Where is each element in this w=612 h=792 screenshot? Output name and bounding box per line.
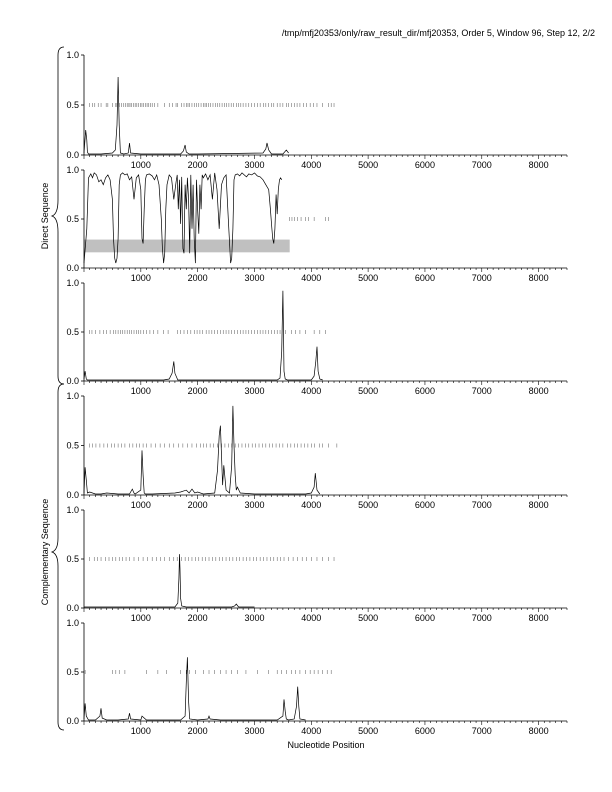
x-tick-label: 6000 bbox=[414, 273, 435, 283]
x-axis-label: Nucleotide Position bbox=[287, 740, 365, 750]
x-tick-label: 2000 bbox=[187, 726, 208, 736]
series-line bbox=[84, 554, 255, 607]
x-tick-label: 1000 bbox=[130, 386, 151, 396]
series-line bbox=[84, 77, 289, 154]
y-tick-label: 0.5 bbox=[66, 554, 79, 564]
x-tick-label: 5000 bbox=[358, 726, 379, 736]
y-tick-label: 0.0 bbox=[66, 490, 79, 500]
y-tick-label: 1.0 bbox=[66, 278, 79, 288]
x-tick-label: 5000 bbox=[358, 386, 379, 396]
y-tick-label: 1.0 bbox=[66, 618, 79, 628]
x-tick-label: 7000 bbox=[471, 160, 492, 170]
y-tick-label: 0.5 bbox=[66, 214, 79, 224]
x-tick-label: 3000 bbox=[244, 613, 265, 623]
direct-group-label: Direct Sequence bbox=[40, 182, 50, 250]
panel-5 bbox=[66, 505, 567, 623]
x-tick-label: 6000 bbox=[414, 386, 435, 396]
x-tick-label: 8000 bbox=[528, 726, 549, 736]
x-tick-label: 2000 bbox=[187, 386, 208, 396]
shaded-region bbox=[84, 240, 290, 253]
x-tick-label: 8000 bbox=[528, 500, 549, 510]
x-tick-label: 2000 bbox=[187, 613, 208, 623]
y-tick-label: 1.0 bbox=[66, 50, 79, 60]
page-title: /tmp/mfj20353/only/raw_result_dir/mfj20353, Order 5, Window 96, Step 12, 2/2 bbox=[281, 28, 595, 38]
x-tick-label: 7000 bbox=[471, 386, 492, 396]
y-tick-label: 0.5 bbox=[66, 667, 79, 677]
series-line bbox=[84, 291, 323, 380]
panel-2 bbox=[66, 165, 567, 283]
y-tick-label: 0.0 bbox=[66, 263, 79, 273]
x-tick-label: 3000 bbox=[244, 386, 265, 396]
direct-group-bracket bbox=[52, 47, 64, 384]
complementary-group-bracket bbox=[52, 384, 64, 730]
x-tick-label: 6000 bbox=[414, 726, 435, 736]
x-tick-label: 7000 bbox=[471, 613, 492, 623]
x-tick-label: 6000 bbox=[414, 613, 435, 623]
x-tick-label: 6000 bbox=[414, 500, 435, 510]
x-tick-label: 1000 bbox=[130, 500, 151, 510]
x-tick-label: 3000 bbox=[244, 160, 265, 170]
x-tick-label: 3000 bbox=[244, 726, 265, 736]
x-tick-label: 5000 bbox=[358, 613, 379, 623]
y-tick-label: 0.0 bbox=[66, 716, 79, 726]
x-tick-label: 8000 bbox=[528, 613, 549, 623]
x-tick-label: 1000 bbox=[130, 726, 151, 736]
x-tick-label: 4000 bbox=[301, 273, 322, 283]
x-tick-label: 4000 bbox=[301, 386, 322, 396]
x-tick-label: 8000 bbox=[528, 386, 549, 396]
panels bbox=[66, 50, 567, 736]
x-tick-label: 3000 bbox=[244, 500, 265, 510]
x-tick-label: 6000 bbox=[414, 160, 435, 170]
panel-6 bbox=[66, 618, 567, 736]
x-tick-label: 7000 bbox=[471, 273, 492, 283]
x-tick-label: 5000 bbox=[358, 160, 379, 170]
y-tick-label: 0.0 bbox=[66, 376, 79, 386]
panel-3 bbox=[66, 278, 567, 396]
x-tick-label: 4000 bbox=[301, 726, 322, 736]
y-tick-label: 0.5 bbox=[66, 327, 79, 337]
series-line bbox=[84, 406, 320, 494]
x-tick-label: 3000 bbox=[244, 273, 265, 283]
x-tick-label: 7000 bbox=[471, 500, 492, 510]
y-tick-label: 0.5 bbox=[66, 440, 79, 451]
y-tick-label: 0.5 bbox=[66, 100, 79, 110]
x-tick-label: 5000 bbox=[358, 500, 379, 510]
panel-4 bbox=[66, 391, 567, 510]
x-tick-label: 1000 bbox=[130, 613, 151, 623]
x-tick-label: 8000 bbox=[528, 273, 549, 283]
y-tick-label: 1.0 bbox=[66, 391, 79, 401]
y-tick-label: 1.0 bbox=[66, 505, 79, 515]
x-tick-label: 5000 bbox=[358, 273, 379, 283]
x-tick-label: 8000 bbox=[528, 160, 549, 170]
y-tick-label: 0.0 bbox=[66, 603, 79, 613]
x-tick-label: 7000 bbox=[471, 726, 492, 736]
complementary-group-label: Complementary Sequence bbox=[40, 498, 50, 606]
x-tick-label: 4000 bbox=[301, 500, 322, 510]
panel-1 bbox=[66, 50, 567, 170]
x-tick-label: 1000 bbox=[130, 160, 151, 170]
x-tick-label: 2000 bbox=[187, 160, 208, 170]
x-tick-label: 4000 bbox=[301, 613, 322, 623]
x-tick-label: 1000 bbox=[130, 273, 151, 283]
y-tick-label: 1.0 bbox=[66, 165, 79, 175]
x-tick-label: 4000 bbox=[301, 160, 322, 170]
y-tick-label: 0.0 bbox=[66, 150, 79, 160]
series-line bbox=[84, 657, 306, 720]
x-tick-label: 2000 bbox=[187, 500, 208, 510]
x-tick-label: 2000 bbox=[187, 273, 208, 283]
